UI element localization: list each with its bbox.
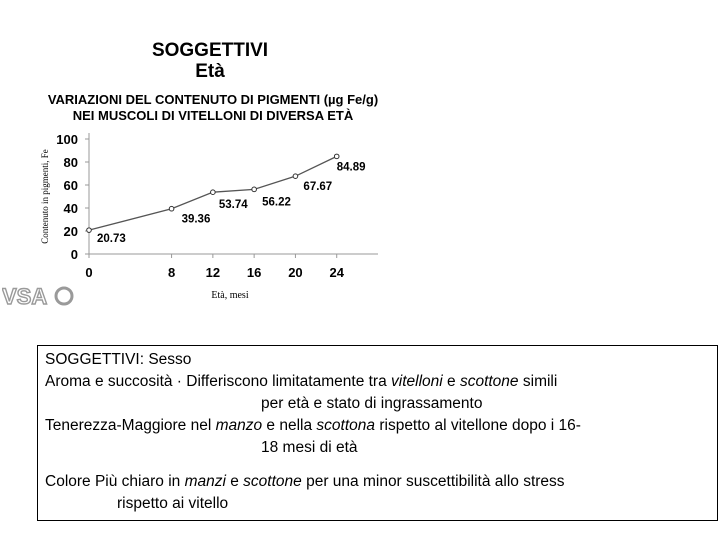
vsa-logo	[2, 284, 74, 310]
notes-textbox	[37, 345, 718, 521]
note-tenerezza: Tenerezza-Maggiore nel manzo e nella scottona rispetto al vitellone dopo i 16-	[45, 417, 581, 434]
data-label: 56.22	[262, 196, 291, 209]
y-tick-label: 20	[63, 224, 78, 239]
data-point	[211, 190, 216, 195]
y-tick-label: 80	[63, 155, 78, 170]
y-tick-label: 60	[63, 178, 78, 193]
note-colore-cont: rispetto ai vitello	[117, 495, 229, 512]
chart-title-line-1: VARIAZIONI DEL CONTENUTO DI PIGMENTI (µg Fe/g)	[47, 92, 379, 107]
y-tick-label: 40	[63, 201, 78, 216]
note-tenerezza-cont: 18 mesi di età	[261, 439, 358, 456]
x-tick-label: 8	[167, 265, 176, 280]
data-label: 20.73	[97, 233, 126, 246]
data-label: 84.89	[336, 161, 366, 174]
logo-ring-icon	[56, 288, 72, 304]
y-axis-label: Contenuto in pigmenti, Fe	[40, 149, 50, 244]
logo-text: VSA	[2, 284, 48, 309]
data-label: 67.67	[303, 181, 333, 194]
note-aroma-cont: per età e stato di ingrassamento	[261, 395, 483, 412]
y-tick-label: 0	[70, 247, 78, 262]
y-tick-label: 100	[56, 132, 78, 147]
slide-subtitle: Età	[195, 61, 225, 82]
x-tick-label: 0	[85, 265, 93, 280]
x-tick-label: 12	[205, 265, 221, 280]
note-sesso: SOGGETTIVI: Sesso	[45, 351, 192, 368]
data-label: 53.74	[218, 199, 248, 212]
chart-title-line-2: NEI MUSCOLI DI VITELLONI DI DIVERSA ETÀ	[72, 108, 354, 123]
x-axis-label: Età, mesi	[211, 290, 249, 301]
note-colore: Colore Più chiaro in manzi e scottone per una minor suscettibilità allo stress	[45, 473, 565, 490]
x-tick-label: 24	[329, 265, 344, 280]
data-point	[87, 228, 92, 233]
note-aroma: Aroma e succosità · Differiscono limitatamente tra vitelloni e scottone simili	[45, 373, 558, 390]
slide-title: SOGGETTIVI	[151, 40, 269, 61]
data-label: 39.36	[181, 213, 211, 226]
line-chart	[0, 126, 420, 306]
x-tick-label: 16	[246, 265, 262, 280]
data-point	[252, 187, 257, 192]
data-point	[293, 174, 298, 179]
chart-marks	[87, 154, 366, 245]
data-point	[334, 154, 339, 159]
x-tick-label: 20	[288, 265, 303, 280]
data-point	[169, 206, 174, 211]
